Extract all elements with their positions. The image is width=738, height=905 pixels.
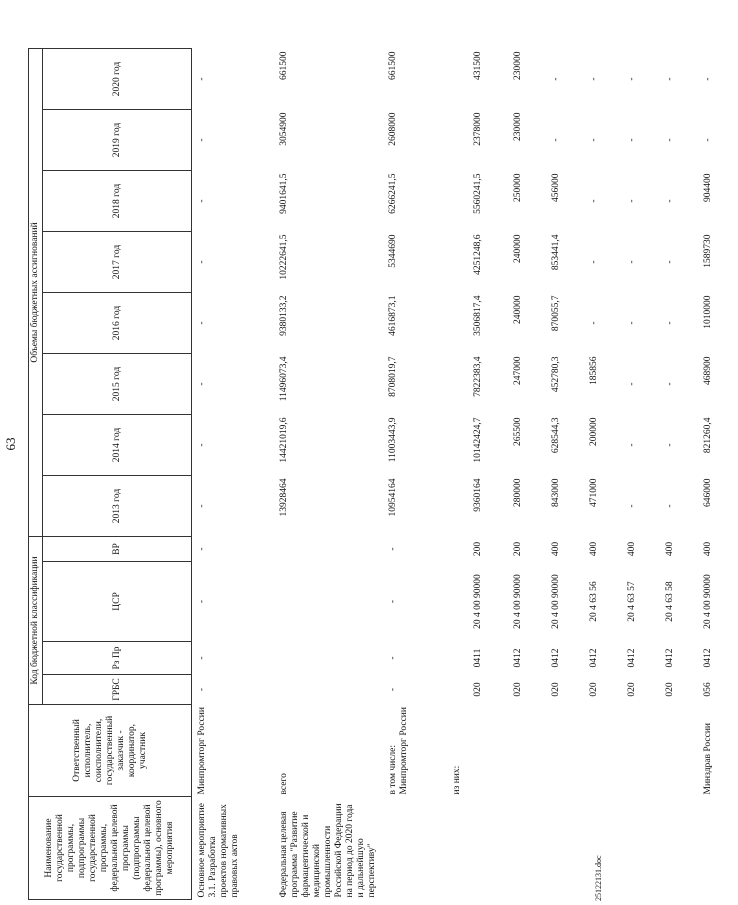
row-value: 9360164 xyxy=(472,478,483,512)
row-name xyxy=(698,797,738,900)
row-value: - xyxy=(664,260,675,264)
budget-allocation-table xyxy=(28,48,738,900)
row-name: Федеральная целевая программа "Развитие фармацевтической и медицинской промышленности Российской Федерации на период до 2020 года и дальнейшую перспективу" xyxy=(278,803,377,898)
row-value: 6266241,5 xyxy=(387,173,398,214)
row-grbs: 020 xyxy=(550,682,561,697)
row-csr: 20 4 00 90000 xyxy=(702,574,713,629)
row-value: 468900 xyxy=(702,356,713,385)
row-value: - xyxy=(197,260,207,264)
table-header xyxy=(29,49,192,900)
row-vr: - xyxy=(387,547,398,551)
header-budget-code: Код бюджетной классификации xyxy=(29,537,43,705)
row-value: 9401641,5 xyxy=(278,173,289,214)
row-grbs: 020 xyxy=(664,682,675,697)
row-value: - xyxy=(197,199,207,203)
table-row xyxy=(274,49,383,900)
row-vr: 200 xyxy=(512,541,523,557)
row-value: - xyxy=(588,77,599,81)
row-value: - xyxy=(626,321,637,325)
row-csr: 20 4 63 56 xyxy=(588,581,599,622)
row-value: - xyxy=(702,138,713,142)
row-value: 904400 xyxy=(702,173,713,202)
row-grbs: - xyxy=(387,687,398,692)
row-grbs: 020 xyxy=(512,682,523,697)
row-csr: - xyxy=(197,599,207,604)
row-value: - xyxy=(626,382,637,386)
row-value: 5344690 xyxy=(387,234,398,268)
row-value: 10142424,7 xyxy=(472,417,483,463)
row-rzpr xyxy=(447,642,468,675)
row-value: 661500 xyxy=(387,51,398,80)
row-value: - xyxy=(664,382,675,386)
row-value: - xyxy=(664,77,675,81)
row-executor xyxy=(584,705,622,797)
row-rzpr xyxy=(274,642,383,675)
row-value: - xyxy=(626,77,637,81)
row-value: - xyxy=(550,77,561,81)
row-value: 3506817,4 xyxy=(472,295,483,336)
row-value: - xyxy=(197,504,207,508)
row-value xyxy=(447,110,468,171)
row-value: - xyxy=(197,77,207,81)
row-executor xyxy=(468,705,508,797)
row-vr: 400 xyxy=(626,541,637,557)
row-rzpr: - xyxy=(387,656,398,660)
row-value: 5560241,5 xyxy=(472,173,483,214)
row-name xyxy=(468,797,508,900)
row-value: 250000 xyxy=(512,173,523,202)
row-value xyxy=(447,476,468,537)
row-value: 821260,4 xyxy=(702,417,713,454)
row-value: - xyxy=(664,321,675,325)
header-year: 2015 год xyxy=(43,354,192,415)
budget-table-wrapper xyxy=(28,48,738,900)
header-year: 2014 год xyxy=(43,415,192,476)
row-value: - xyxy=(664,504,675,508)
row-name xyxy=(660,797,698,900)
row-value: - xyxy=(664,199,675,203)
table-row xyxy=(383,49,447,900)
row-rzpr: 0411 xyxy=(472,648,483,668)
row-value: 4616873,1 xyxy=(387,295,398,336)
row-value: 3054900 xyxy=(278,112,289,146)
row-grbs: 020 xyxy=(472,682,483,697)
row-executor xyxy=(546,705,584,797)
row-value: 2608000 xyxy=(387,112,398,146)
table-body xyxy=(192,49,738,900)
header-year: 2020 год xyxy=(43,49,192,110)
row-grbs: - xyxy=(197,687,207,692)
table-row xyxy=(447,49,468,900)
row-value: 247000 xyxy=(512,356,523,385)
header-vr: ВР xyxy=(43,537,192,562)
row-vr: - xyxy=(197,547,207,551)
row-value: - xyxy=(626,199,637,203)
row-executor: всего xyxy=(278,773,289,795)
row-value: - xyxy=(588,199,599,203)
row-value xyxy=(447,354,468,415)
header-program-name: Наименование государственной программы, подпрограммы государственной программы, федеральной целевой программы (подпрограммы федеральной целевой программы), основного мероприятия xyxy=(29,797,192,900)
row-executor: Минпромторг России xyxy=(197,707,207,795)
header-year: 2019 год xyxy=(43,110,192,171)
row-value xyxy=(447,49,468,110)
row-vr xyxy=(447,537,468,562)
header-rzpr: Рз Пр xyxy=(43,642,192,675)
row-value: - xyxy=(197,443,207,447)
row-value: 240000 xyxy=(512,234,523,263)
row-value: 456000 xyxy=(550,173,561,202)
row-name: Основное мероприятие 3.1. Разработка проектов нормативных правовых актов xyxy=(197,803,240,898)
row-value: 200000 xyxy=(588,417,599,446)
row-vr: 400 xyxy=(664,541,675,557)
header-year: 2018 год xyxy=(43,171,192,232)
row-value: 10954164 xyxy=(387,478,398,517)
row-value: 471000 xyxy=(588,478,599,507)
row-value: 10222641,5 xyxy=(278,234,289,280)
row-vr: 400 xyxy=(588,541,599,557)
row-executor xyxy=(660,705,698,797)
row-executor: из них: xyxy=(451,765,462,795)
table-row xyxy=(508,49,546,900)
row-value xyxy=(447,171,468,232)
header-year: 2017 год xyxy=(43,232,192,293)
row-value: 240000 xyxy=(512,295,523,324)
row-csr xyxy=(447,562,468,642)
table-row xyxy=(698,49,738,900)
table-row xyxy=(468,49,508,900)
row-csr: 20 4 63 57 xyxy=(626,581,637,622)
row-value: - xyxy=(626,260,637,264)
row-name xyxy=(508,797,546,900)
row-value: 11003443,9 xyxy=(387,417,398,463)
row-value: 265500 xyxy=(512,417,523,446)
row-value: 13928464 xyxy=(278,478,289,517)
row-value: - xyxy=(550,138,561,142)
page-number: 63 xyxy=(3,437,18,451)
row-rzpr: 0412 xyxy=(588,648,599,668)
row-value: 1589730 xyxy=(702,234,713,268)
row-grbs: 020 xyxy=(626,682,637,697)
row-value: - xyxy=(664,138,675,142)
row-executor: Минздрав России xyxy=(702,723,713,795)
row-value: - xyxy=(588,321,599,325)
row-value: - xyxy=(626,504,637,508)
row-value: 843000 xyxy=(550,478,561,507)
row-value: 11496073,4 xyxy=(278,356,289,402)
row-rzpr: 0412 xyxy=(664,648,675,668)
row-value: - xyxy=(702,77,713,81)
row-value: - xyxy=(626,443,637,447)
row-value: 8708019,7 xyxy=(387,356,398,397)
row-value: 870055,7 xyxy=(550,295,561,332)
row-value: - xyxy=(588,260,599,264)
row-value: 7822383,4 xyxy=(472,356,483,397)
row-value: 452780,3 xyxy=(550,356,561,393)
table-row xyxy=(546,49,584,900)
footer-doc-code: 25122131.doc xyxy=(594,855,603,901)
row-vr: 200 xyxy=(472,541,483,557)
table-row xyxy=(192,49,274,900)
row-value: 628544,3 xyxy=(550,417,561,454)
row-grbs: 056 xyxy=(702,682,713,697)
table-row xyxy=(622,49,660,900)
header-year: 2016 год xyxy=(43,293,192,354)
row-value: 14421019,6 xyxy=(278,417,289,463)
row-value: - xyxy=(664,443,675,447)
row-value: - xyxy=(588,138,599,142)
row-value: 431500 xyxy=(472,51,483,80)
row-name xyxy=(622,797,660,900)
row-value: 661500 xyxy=(278,51,289,80)
row-value: 230000 xyxy=(512,112,523,141)
row-rzpr: 0412 xyxy=(626,648,637,668)
row-value: 230000 xyxy=(512,51,523,80)
row-executor xyxy=(508,705,546,797)
row-executor xyxy=(622,705,660,797)
row-value: 853441,4 xyxy=(550,234,561,271)
row-value: 185856 xyxy=(588,356,599,385)
row-rzpr: - xyxy=(197,656,207,660)
row-csr: 20 4 00 90000 xyxy=(472,574,483,629)
table-row xyxy=(584,49,622,900)
row-vr xyxy=(274,537,383,562)
row-value: - xyxy=(197,382,207,386)
row-value: 9380133,2 xyxy=(278,295,289,336)
row-value xyxy=(447,293,468,354)
row-value xyxy=(447,415,468,476)
row-name xyxy=(546,797,584,900)
row-vr: 400 xyxy=(702,541,713,557)
row-value: 2378000 xyxy=(472,112,483,146)
row-rzpr: 0412 xyxy=(702,648,713,668)
row-executor: в том числе: Минпромторг России xyxy=(387,707,409,795)
row-value xyxy=(447,232,468,293)
row-value: - xyxy=(626,138,637,142)
row-value: 646000 xyxy=(702,478,713,507)
row-name xyxy=(383,797,447,900)
header-csr: ЦСР xyxy=(43,562,192,642)
row-value: - xyxy=(197,321,207,325)
row-grbs xyxy=(447,675,468,705)
row-grbs: 020 xyxy=(588,682,599,697)
row-grbs xyxy=(274,675,383,705)
row-vr: 400 xyxy=(550,541,561,557)
row-csr: 20 4 00 90000 xyxy=(512,574,523,629)
row-csr: - xyxy=(387,599,398,604)
row-value: 280000 xyxy=(512,478,523,507)
header-volumes: Объемы бюджетных ассигнований xyxy=(29,49,43,537)
table-row xyxy=(660,49,698,900)
row-csr: 20 4 00 90000 xyxy=(550,574,561,629)
row-value: 1010000 xyxy=(702,295,713,329)
header-grbs: ГРБС xyxy=(43,675,192,705)
header-year: 2013 год xyxy=(43,476,192,537)
row-value: 4251248,6 xyxy=(472,234,483,275)
row-csr: 20 4 63 58 xyxy=(664,581,675,622)
row-csr xyxy=(274,562,383,642)
row-rzpr: 0412 xyxy=(512,648,523,668)
row-value: - xyxy=(197,138,207,142)
row-name xyxy=(447,797,468,900)
header-executor: Ответственный исполнитель, соисполнители, государственный заказчик - координатор, участник xyxy=(29,705,192,797)
row-rzpr: 0412 xyxy=(550,648,561,668)
